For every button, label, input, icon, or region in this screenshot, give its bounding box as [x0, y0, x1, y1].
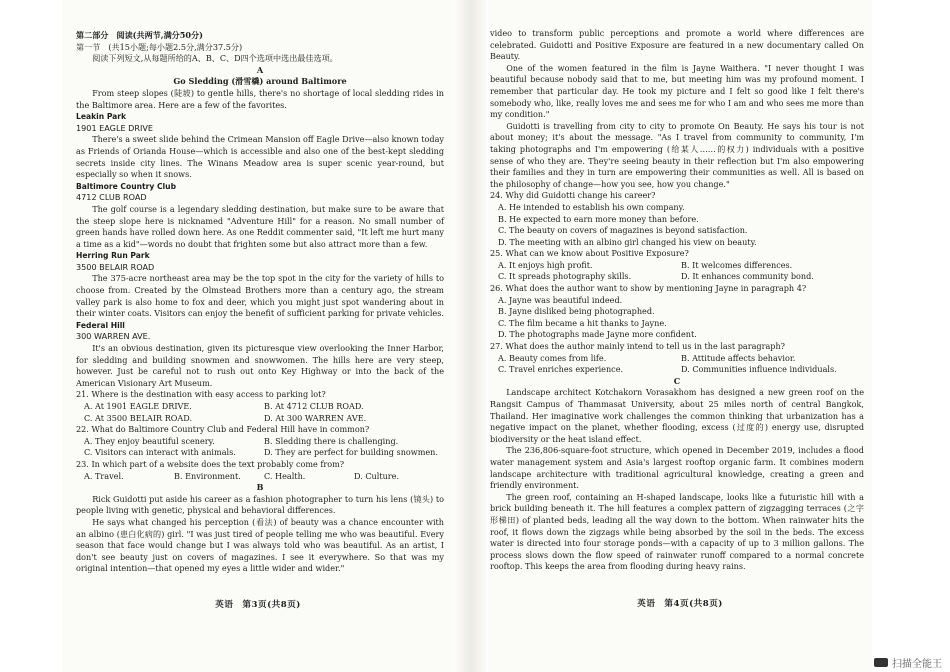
park-address: 300 WARREN AVE. — [76, 331, 151, 342]
option: D. At 300 WARREN AVE. — [264, 412, 367, 423]
passage-b-paragraph: Rick Guidotti put aside his career as a fashion photographer to turn his lens (镜头) to people living with genetic, physical and behavioral differences. — [76, 493, 444, 516]
option: A. At 1901 EAGLE DRIVE. — [84, 401, 192, 411]
question-22: 22. What do Baltimore Country Club and Federal Hill have in common? — [76, 424, 370, 435]
page-4 — [488, 0, 872, 672]
option: D. It enhances community bond. — [681, 271, 814, 282]
page-footer: 英语 第4页(共8页) — [637, 599, 723, 609]
question-24: 24. Why did Guidotti change his career? — [490, 190, 656, 201]
option: B. Environment. — [174, 470, 241, 481]
question-23-options — [76, 471, 444, 483]
question-26: 26. What does the author want to show by mentioning Jayne in paragraph 4? — [490, 283, 807, 294]
park-name: Federal Hill — [76, 320, 125, 330]
passage-c-paragraph: The green roof, containing an H-shaped landscape, looks like a futuristic hill with a brick building beneath it. The hill features a complex pattern of zigzagging terraces (之字形梯田) of planted beds, leading all the way down to the bottom. When rainwater hits the roof, it flows down the zigzags while being absorbed by the soil in the beds. The excess water is directed into four storage ponds—with a capacity of up to 3 million gallons. The process slows down the flow speed of rainwater runoff compared to a normal concrete rooftop. This keeps the area from flooding during heavy rains. — [490, 491, 864, 572]
passage-a-letter: A — [256, 64, 264, 75]
option: D. Culture. — [354, 470, 400, 481]
option: D. The meeting with an albino girl changed his view on beauty. — [498, 236, 757, 247]
option: C. It spreads photography skills. — [498, 271, 632, 282]
question-25-options — [490, 260, 864, 283]
subsection-title: 第一节 (共15小题;每小题2.5分,满分37.5分) — [76, 41, 243, 52]
option: A. They enjoy beautiful scenery. — [84, 435, 215, 446]
question-27: 27. What does the author mainly intend to tell us in the last paragraph? — [490, 341, 786, 352]
option: D. They are perfect for building snowmen. — [264, 447, 438, 458]
section-title: 第二部分 阅读(共两节,满分50分) — [76, 30, 203, 40]
question-23: 23. In which part of a website does the text probably come from? — [76, 458, 345, 469]
passage-a-intro: From steep slopes (陡坡) to gentle hills, there's no shortage of local sledding rides in the Baltimore area. Here are a few of the favorites. — [76, 87, 444, 110]
scanner-brand-text: 扫描全能王 — [892, 659, 942, 670]
question-22-options — [76, 436, 444, 459]
page-3 — [62, 0, 454, 672]
option: A. It enjoys high profit. — [498, 259, 593, 270]
right-column — [490, 28, 864, 573]
park-name: Baltimore Country Club — [76, 181, 177, 191]
option: C. Health. — [264, 470, 306, 481]
passage-c-letter: C — [673, 375, 681, 386]
option: C. Visitors can interact with animals. — [84, 447, 236, 458]
passage-b-paragraph: video to transform public perceptions and promote a world where differences are celebrated. Guidotti and Positive Exposure are featured in a new documentary called On Beauty. — [490, 28, 864, 62]
option: B. He expected to earn more money than before. — [498, 213, 699, 224]
option: A. He intended to establish his own company. — [498, 201, 685, 212]
park-name: Herring Run Park — [76, 251, 150, 261]
park-description: The 375-acre northeast area may be the top spot in the city for the variety of hills to choose from. Created by the Olmstead Brothers more than a century ago, the stream valley park is also home to fox and deer, which you might just spot wandering about in their winter coats. Visitors can enjoy the benefit of sufficient parking for private vehicles. — [76, 273, 444, 319]
passage-c-paragraph: Landscape architect Kotchakorn Vorasakhom has designed a new green roof on the Rangsit Campus of Thammasat University, about 25 miles north of central Bangkok, Thailand. Her imaginative work challenges the common thinking that urbanization has a negative impact on the planet, whether flooding, excess (过度的) energy use, disrupted biodiversity or the heat island effect. — [490, 387, 864, 444]
park-address: 3500 BELAIR ROAD — [76, 261, 155, 272]
option: C. The beauty on covers of magazines is beyond satisfaction. — [498, 225, 748, 236]
option: A. Beauty comes from life. — [498, 352, 607, 363]
question-27-options — [490, 353, 864, 376]
park-address: 4712 CLUB ROAD — [76, 192, 147, 203]
option: B. Attitude affects behavior. — [681, 352, 796, 363]
park-description: It's an obvious destination, given its picturesque view overlooking the Inner Harbor, for sledding and building snowmen and snowwomen. The hills here are very steep, however. Just be careful not to rush out onto Key Highway or into the back of the American Visionary Art Museum. — [76, 343, 444, 388]
option: D. Communities influence individuals. — [681, 364, 837, 375]
park-description: There's a sweet slide behind the Crimean Mansion off Eagle Drive—also known today as Friends of Orianda House—which is accessible and also one of the best-kept sledding secrets inside city lines. The Winans Meadow area is super scenic year-round, but especially so when it snows. — [76, 134, 444, 180]
option: C. At 3500 BELAIR ROAD. — [84, 412, 193, 423]
option: C. The film became a hit thanks to Jayne. — [498, 317, 667, 328]
option: B. Jayne disliked being photographed. — [498, 306, 655, 317]
option: A. Jayne was beautiful indeed. — [498, 294, 623, 305]
passage-b-paragraph: Guidotti is travelling from city to city to promote On Beauty. He says his tour is not about money; it's about the message. "As I travel from community to community, I'm taking photographs and I'm empowering (给某人……的权力) individuals with a positive sense of who they are. They're seeing beauty in their reflection but I'm also empowering their families and they in turn are empowering their communities as well. All is based on the philosophy of change—how you see, how you change." — [490, 120, 864, 189]
question-21: 21. Where is the destination with easy access to parking lot? — [76, 389, 326, 400]
option: B. At 4712 CLUB ROAD. — [264, 401, 364, 411]
passage-c-paragraph: The 236,806-square-foot structure, which opened in December 2019, includes a flood water management system and Asia's largest rooftop organic farm. It combines modern landscape architecture with traditional agricultural knowledge, creating a green and friendly environment. — [490, 445, 864, 491]
park-description: The golf course is a legendary sledding destination, but make sure to be aware that the steep slope here is nicknamed "Adventure Hill" for a reason. No small number of green hands have rolled down here. As one Reddit commenter said, "It left me hurt many a time as a kid"—words no doubt that frighten some but also attract more than a few. — [76, 203, 444, 249]
scanner-logo-icon — [874, 658, 888, 667]
question-25: 25. What can we know about Positive Exposure? — [490, 248, 689, 259]
option: B. It welcomes differences. — [681, 259, 793, 270]
question-21-options — [76, 401, 444, 424]
passage-b-paragraph: He says what changed his perception (看法) of beauty was a chance encounter with an albino (患白化病的) girl. "I was just tired of people telling me who was beautiful. Every season that face would change but I was always told who was beautiful. As an artist, I don't see beauty just on covers of magazines. I see it everywhere. So that was my original intention—that opened my eyes a little wider and wider." — [76, 516, 444, 574]
left-column — [76, 30, 444, 575]
park-name: Leakin Park — [76, 112, 127, 122]
instruction: 阅读下列短文,从每题所给的A、B、C、D四个选项中选出最佳选项。 — [92, 53, 338, 64]
option: D. The photographs made Jayne more confident. — [498, 329, 697, 340]
passage-b-paragraph: One of the women featured in the film is Jayne Waithera. "I never thought I was beautiful because nobody said that to me, but meeting him was my profound moment. I remember that particular day. He took my picture and I felt so good like I felt there's somebody who, like, really loves me and sees me for who I am and who sees me more than my condition." — [490, 62, 864, 120]
page-footer: 英语 第3页(共8页) — [215, 600, 301, 610]
scanner-watermark — [874, 655, 942, 670]
passage-b-letter: B — [256, 482, 264, 493]
option: C. Travel enriches experience. — [498, 364, 624, 375]
option: A. Travel. — [84, 470, 124, 481]
park-address: 1901 EAGLE DRIVE — [76, 122, 154, 133]
option: B. Sledding there is challenging. — [264, 435, 399, 446]
book-gutter — [455, 0, 487, 672]
passage-a-title: Go Sledding (滑雪橇) around Baltimore — [173, 76, 347, 87]
